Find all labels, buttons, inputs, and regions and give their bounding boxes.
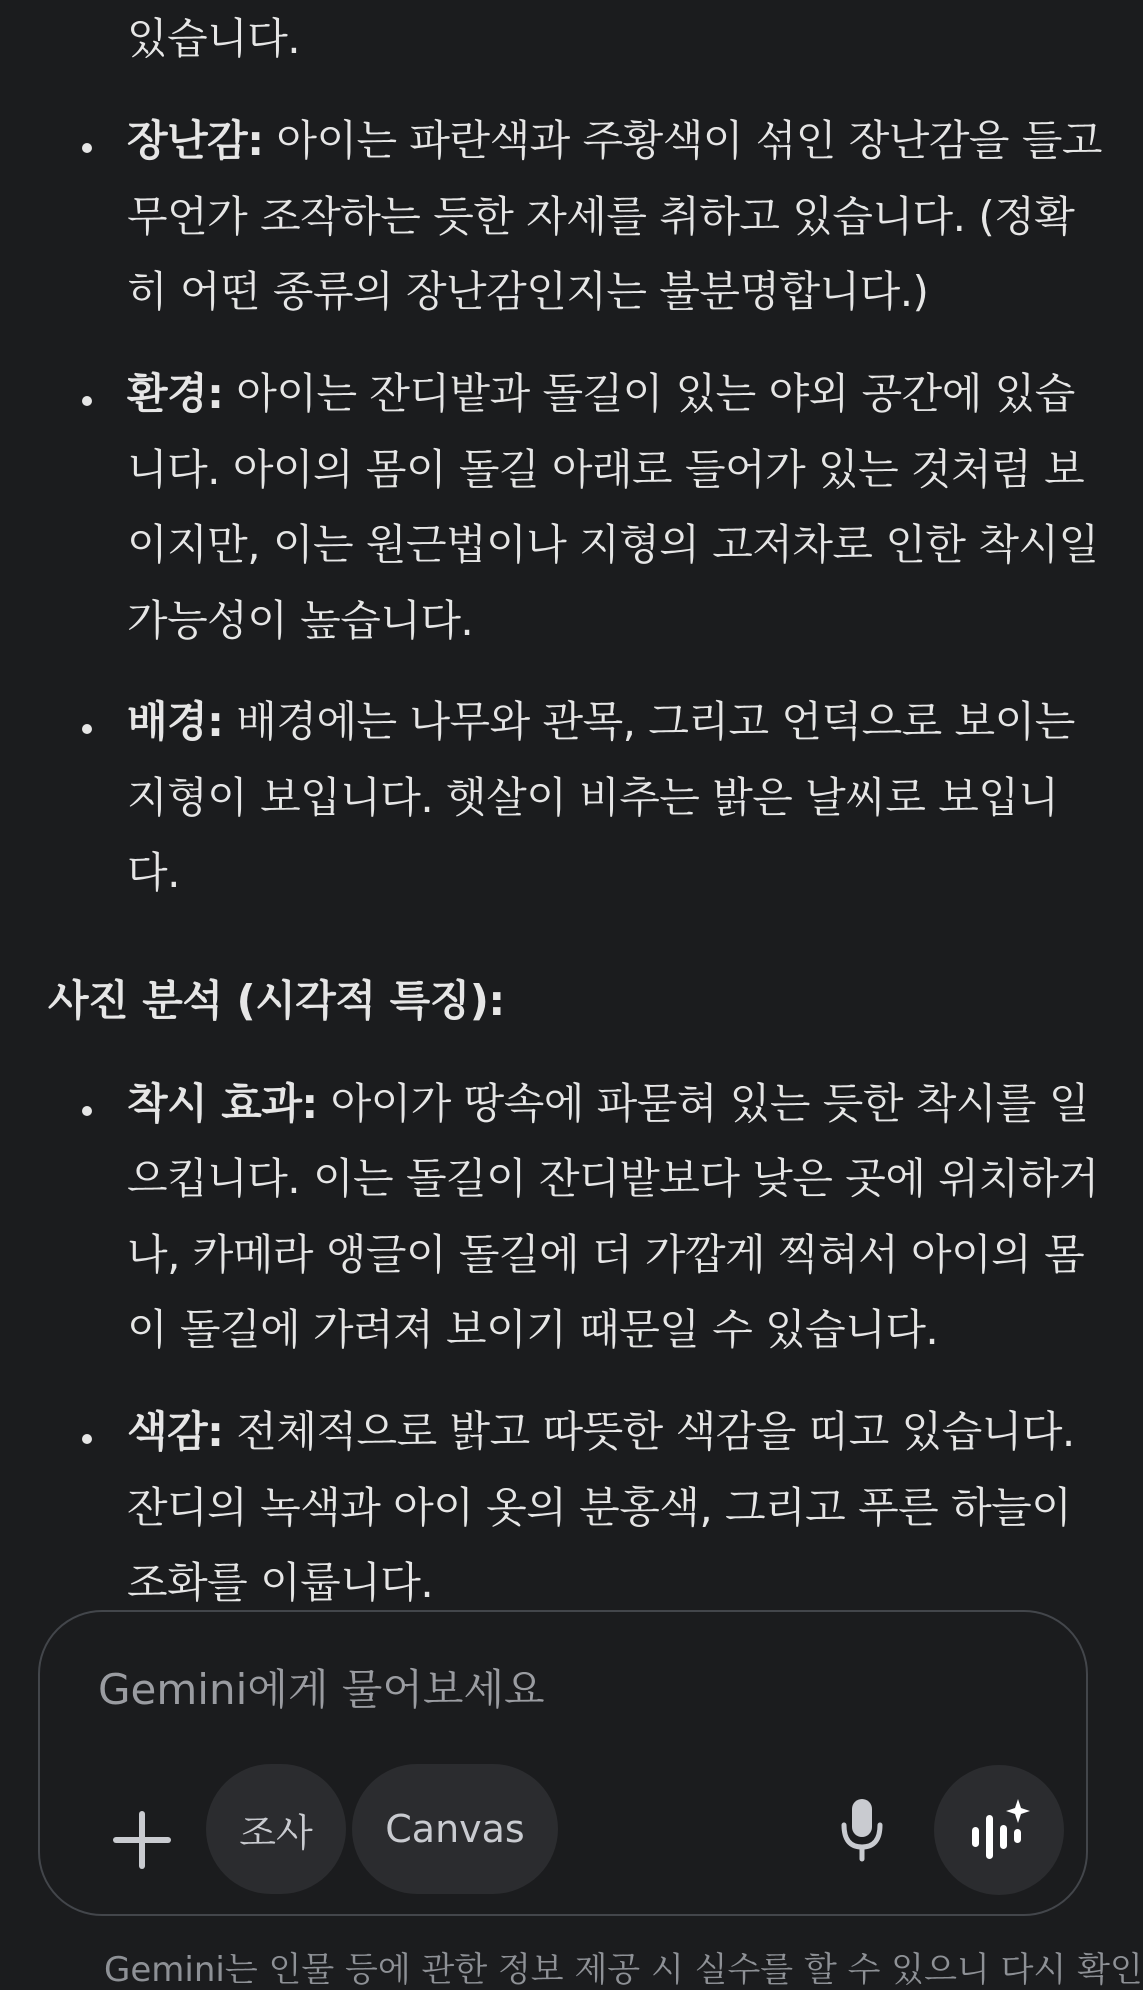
canvas-chip[interactable]: Canvas [352,1764,558,1894]
prompt-composer[interactable] [38,1610,1088,1916]
bullet-text: 배경에는 나무와 관목, 그리고 언덕으로 보이는 [223,697,1075,746]
bullet-item-color-line-1 [127,1408,1075,1456]
bullet-label: 색감: [127,1407,224,1456]
bullet-item-illusion-line-1 [127,1080,1089,1128]
bullet-item-illusion-line-2: 으킵니다. 이는 돌길이 잔디밭보다 낮은 곳에 위치하거 [127,1154,1099,1203]
bullet-dot [82,1434,92,1444]
bullet-text: 전체적으로 밝고 따뜻한 색감을 띠고 있습니다. [223,1407,1075,1456]
bullet-label: 착시 효과: [127,1079,318,1128]
bullet-label: 배경: [127,697,224,746]
research-chip[interactable]: 조사 [206,1764,346,1894]
bullet-text: 아이가 땅속에 파묻혀 있는 듯한 착시를 일 [317,1079,1089,1128]
bullet-label: 장난감: [127,116,264,165]
bullet-item-toy-line-2: 무언가 조작하는 듯한 자세를 취하고 있습니다. (정확 [127,192,1075,241]
bullet-item-bg-line-1 [127,698,1075,746]
bullet-dot [82,396,92,406]
plus-icon [112,1810,172,1870]
bullet-dot [82,1106,92,1116]
mic-icon [838,1797,886,1861]
bullet-item-toy-line-1 [127,117,1102,165]
disclaimer-text: Gemini는 인물 등에 관한 정보 제공 시 실수를 할 수 있으니 다시 확인 [104,1950,1143,1990]
mic-button[interactable] [810,1777,914,1881]
bullet-item-color-line-3: 조화를 이룹니다. [127,1558,434,1607]
bullet-text: 아이는 파란색과 주황색이 섞인 장난감을 들고 [263,116,1102,165]
bullet-label: 환경: [127,369,224,418]
bullet-item-env-line-4: 가능성이 높습니다. [127,596,474,645]
bullet-item-illusion-line-3: 나, 카메라 앵글이 돌길에 더 가깝게 찍혀서 아이의 몸 [127,1230,1085,1279]
prompt-input[interactable]: Gemini에게 물어보세요 [98,1665,545,1714]
bullet-item-env-line-1 [127,370,1075,418]
bullet-item-env-line-2: 니다. 아이의 몸이 돌길 아래로 들어가 있는 것처럼 보 [127,445,1085,494]
bullet-dot [82,724,92,734]
bullet-item-toy-line-3: 히 어떤 종류의 장난감인지는 불분명합니다.) [127,267,929,316]
section-heading: 사진 분석 (시각적 특징): [48,976,505,1025]
bullet-item-bg-line-3: 다. [127,848,180,897]
bullet-item-illusion-line-4: 이 돌길에 가려져 보이기 때문일 수 있습니다. [127,1305,939,1354]
response-text-line: 있습니다. [127,14,301,63]
bullet-item-env-line-3: 이지만, 이는 원근법이나 지형의 고저차로 인한 착시일 [127,520,1099,569]
bullet-item-color-line-2: 잔디의 녹색과 아이 옷의 분홍색, 그리고 푸른 하늘이 [127,1483,1072,1532]
bullet-item-bg-line-2: 지형이 보입니다. 햇살이 비추는 밝은 날씨로 보입니 [127,773,1059,822]
bullet-text: 아이는 잔디밭과 돌길이 있는 야외 공간에 있습 [223,369,1075,418]
sparkle-waveform-icon [966,1797,1032,1863]
live-button[interactable] [934,1765,1064,1895]
bullet-dot [82,143,92,153]
add-button[interactable] [92,1790,192,1890]
